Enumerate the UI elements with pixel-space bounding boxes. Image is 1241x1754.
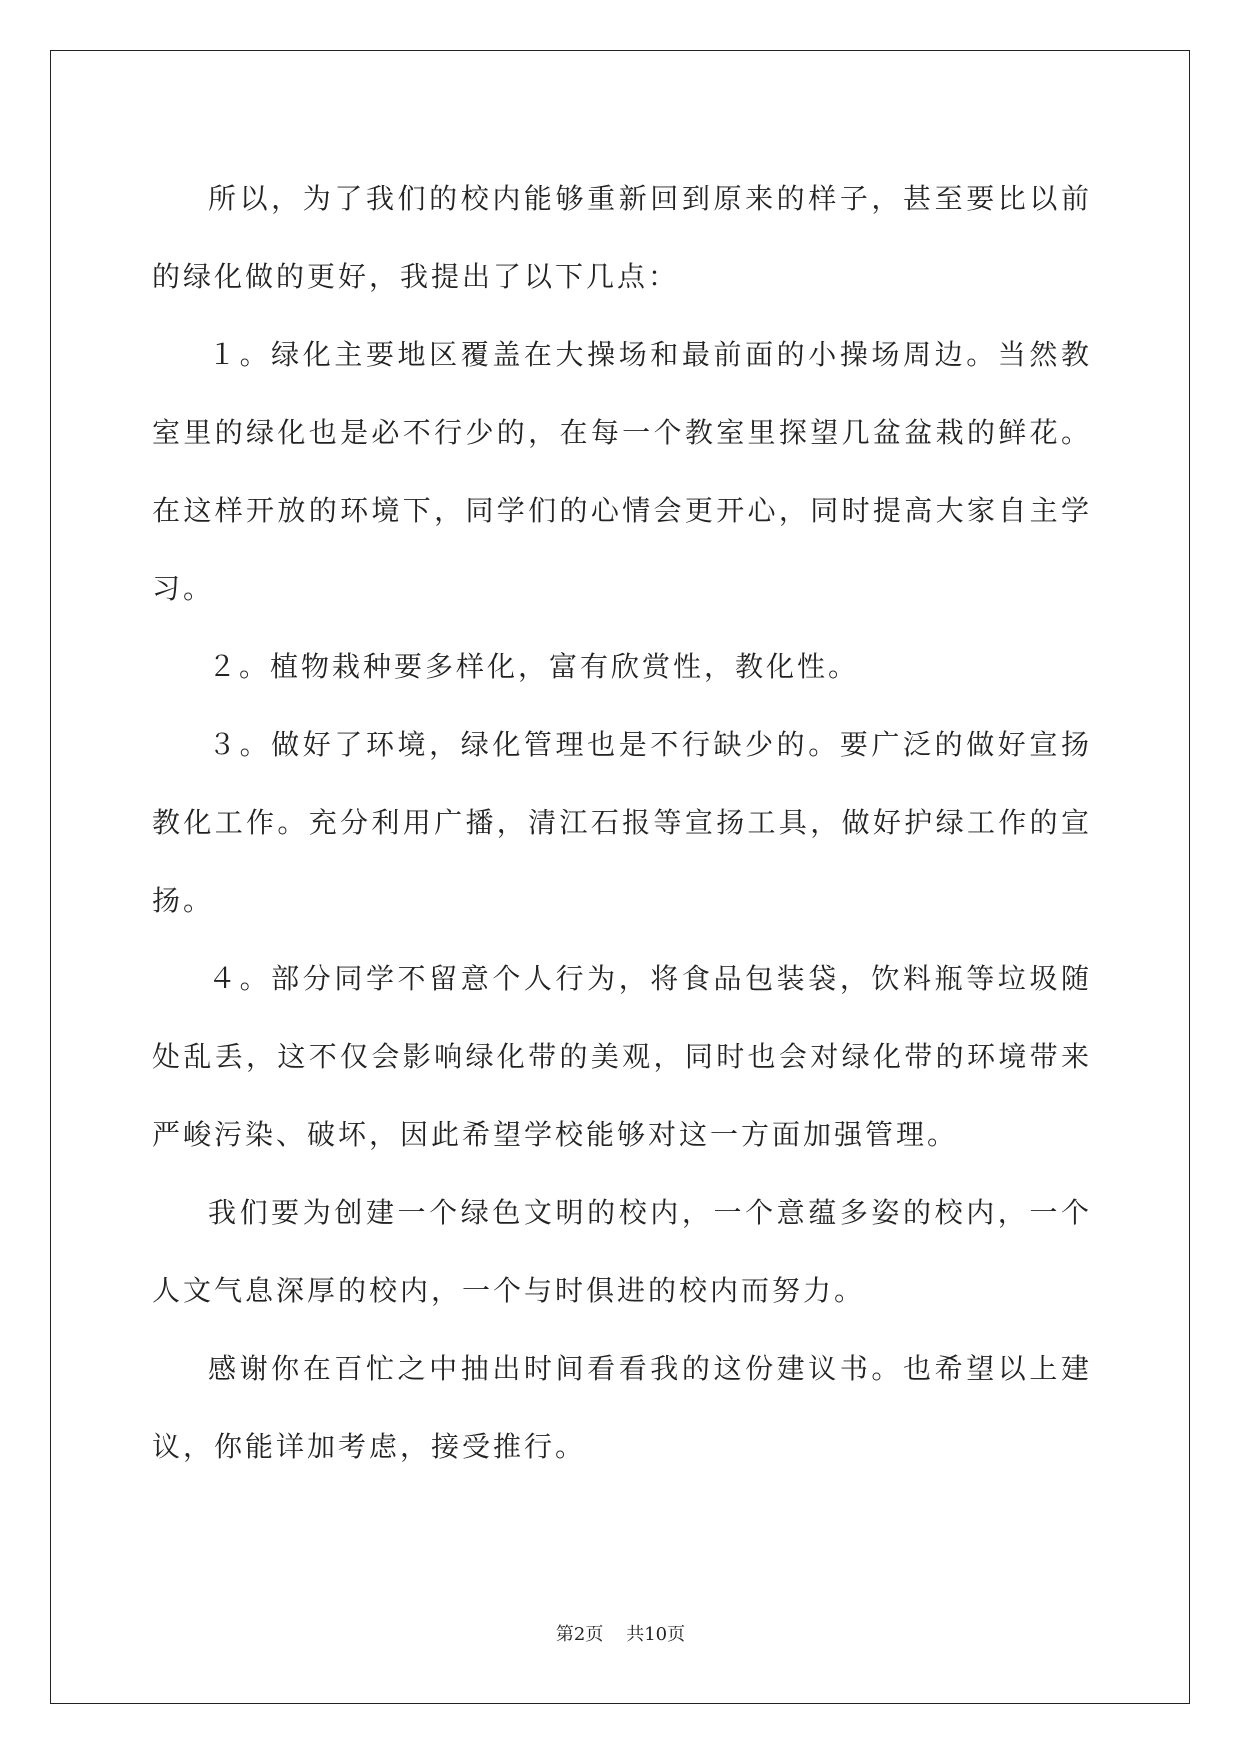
paragraph-5: ４。部分同学不留意个人行为，将食品包装袋，饮料瓶等垃圾随处乱丢，这不仅会影响绿化带的美观，同时也会对绿化带的环境带来严峻污染、破坏，因此希望学校能够对这一方面加强管理。	[152, 962, 1092, 1151]
paragraph-7: 感谢你在百忙之中抽出时间看看我的这份建议书。也希望以上建议，你能详加考虑，接受推行。	[152, 1352, 1092, 1463]
paragraph-4: ３。做好了环境，绿化管理也是不行缺少的。要广泛的做好宣扬教化工作。充分利用广播，清江石报等宣扬工具，做好护绿工作的宣扬。	[152, 728, 1092, 917]
page-footer	[0, 1620, 1241, 1646]
paragraph-1: 所以，为了我们的校内能够重新回到原来的样子，甚至要比以前的绿化做的更好，我提出了以下几点：	[152, 182, 1092, 293]
document-body	[152, 160, 1092, 1486]
paragraph-2: １。绿化主要地区覆盖在大操场和最前面的小操场周边。当然教室里的绿化也是必不行少的，在每一个教室里探望几盆盆栽的鲜花。在这样开放的环境下，同学们的心情会更开心，同时提高大家自主学习。	[152, 338, 1092, 605]
paragraph-6: 我们要为创建一个绿色文明的校内，一个意蕴多姿的校内，一个人文气息深厚的校内，一个与时俱进的校内而努力。	[152, 1196, 1092, 1307]
paragraph-3: ２。植物栽种要多样化，富有欣赏性，教化性。	[208, 650, 860, 683]
page-number: 第2页	[555, 1624, 604, 1645]
page-total: 共10页	[626, 1624, 686, 1645]
